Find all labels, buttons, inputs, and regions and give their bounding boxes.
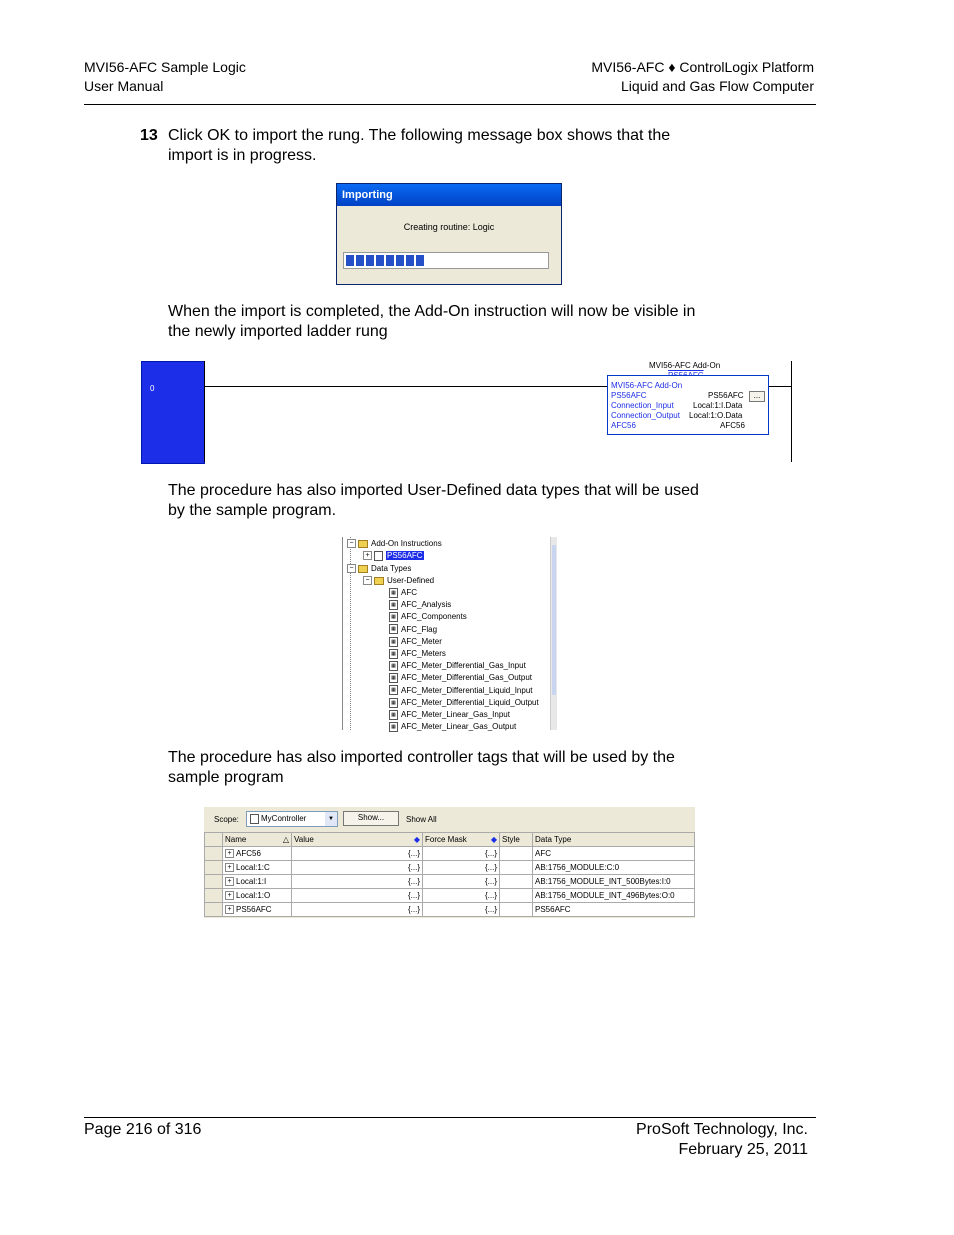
data-type-icon: ▦ [389, 600, 398, 610]
column-header-name[interactable] [223, 833, 292, 847]
progress-segment [376, 255, 384, 266]
tag-name-text: PS56AFC [236, 904, 272, 914]
expand-icon[interactable]: + [225, 905, 234, 914]
progress-segment [396, 255, 404, 266]
doc-title: MVI56-AFC Sample Logic [84, 59, 246, 75]
tag-data-type[interactable] [533, 847, 695, 861]
param-name: Connection_Input [611, 401, 674, 410]
dialog-message: Creating routine: Logic [403, 222, 495, 232]
tag-value-text: {...} [407, 849, 420, 858]
tag-name-text: Local:1:I [236, 876, 267, 886]
param-value: AFC56 [720, 421, 745, 430]
scrollbar-thumb[interactable] [552, 545, 556, 695]
scope-label: Scope: [214, 815, 239, 824]
expand-icon[interactable]: + [225, 863, 234, 872]
tree-scrollbar[interactable] [550, 537, 557, 730]
tree-item-label: AFC [401, 588, 417, 597]
tree-item-label: User-Defined [387, 576, 435, 585]
tag-data-type[interactable] [533, 861, 695, 875]
header-rule [84, 104, 816, 105]
para2-line2: the newly imported ladder rung [168, 323, 388, 340]
table-header-row [205, 833, 695, 847]
collapse-icon[interactable]: − [347, 539, 356, 548]
tag-value-text: {...} [407, 891, 420, 900]
step-text-line1: Click OK to import the rung. The following message box shows that the [168, 127, 671, 144]
tree-item-add-on-instructions[interactable] [347, 538, 442, 550]
para2-line1: When the import is completed, the Add-On instruction will now be visible in [168, 303, 696, 320]
data-type-icon: ▦ [389, 624, 398, 634]
column-header-label: Style [502, 835, 520, 844]
tag-data-type-text: AB:1756_MODULE_INT_500Bytes:I:0 [535, 877, 671, 886]
table-row[interactable] [205, 889, 695, 903]
tag-name[interactable] [223, 861, 292, 875]
data-type-icon: ▦ [389, 698, 398, 708]
company-name: ProSoft Technology, Inc. [636, 1121, 808, 1138]
sort-up-icon: △ [282, 835, 289, 844]
progress-segment [416, 255, 424, 266]
data-type-icon: ▦ [389, 722, 398, 732]
tag-name-text: Local:1:C [236, 862, 270, 872]
para3-line1: The procedure has also imported User-Defined data types that will be used [168, 482, 699, 499]
param-value: Local:1:I.Data [693, 401, 743, 410]
controller-organizer-tree [342, 537, 557, 730]
tree-item-label: PS56AFC [387, 551, 423, 560]
column-header-label: Name [225, 835, 247, 844]
tree-item-label: AFC_Meter_Linear_Gas_Input [401, 710, 510, 719]
tree-item-label: AFC_Meter_Differential_Liquid_Output [401, 697, 539, 707]
tree-item-data-type[interactable] [389, 721, 516, 733]
tag-force-mask[interactable] [423, 875, 500, 889]
tree-item-label: AFC_Meter [401, 636, 442, 646]
step-text-line2: import is in progress. [168, 147, 317, 164]
row-selector[interactable] [205, 875, 223, 889]
controller-icon [250, 814, 259, 824]
scope-value: MyController [261, 814, 307, 823]
table-row[interactable] [205, 903, 695, 917]
progress-bar [343, 252, 549, 269]
tree-item-user-defined[interactable] [363, 575, 434, 587]
controller-tags-window [204, 807, 695, 918]
folder-icon [358, 540, 368, 548]
dialog-title: Importing [337, 184, 561, 206]
tag-force-mask[interactable] [423, 861, 500, 875]
param-value: Local:1:O.Data [689, 411, 743, 420]
tag-data-type[interactable] [533, 903, 695, 917]
scope-select[interactable] [246, 811, 338, 827]
column-header-style[interactable] [500, 833, 533, 847]
tag-data-type[interactable] [533, 875, 695, 889]
import-dialog [336, 183, 562, 285]
progress-segment [386, 255, 394, 266]
tags-table [204, 832, 695, 917]
tag-style[interactable] [500, 847, 533, 861]
collapse-icon[interactable]: − [347, 564, 356, 573]
rung-wire-right [768, 386, 791, 387]
publish-date: February 25, 2011 [678, 1141, 808, 1158]
param-value: PS56AFC [708, 391, 744, 400]
rung-wire-left [205, 386, 607, 387]
left-power-rail [204, 361, 205, 462]
tag-value-text: {...} [407, 863, 420, 872]
tree-item-data-type[interactable] [389, 709, 510, 721]
param-name: AFC56 [611, 421, 636, 430]
product-subtitle: Liquid and Gas Flow Computer [621, 78, 814, 94]
tree-item-label: AFC_Meters [401, 649, 446, 658]
param-name: PS56AFC [611, 391, 647, 400]
tag-name[interactable] [223, 889, 292, 903]
tree-item-data-type[interactable] [389, 685, 532, 697]
row-selector[interactable] [205, 889, 223, 903]
tree-item-label: AFC_Meter_Differential_Gas_Input [401, 661, 526, 671]
column-header-label: Force Mask [425, 835, 467, 844]
progress-segment [406, 255, 414, 266]
tag-style[interactable] [500, 875, 533, 889]
tag-style[interactable] [500, 889, 533, 903]
tag-value[interactable] [292, 875, 423, 889]
tree-item-data-type[interactable] [389, 611, 467, 623]
para3-line2: by the sample program. [168, 502, 337, 519]
arrow-left-icon: ◆ [490, 835, 497, 844]
tag-force-mask-text: {...} [484, 849, 497, 858]
folder-icon [374, 577, 384, 585]
tree-item-label: AFC_Meter_Differential_Gas_Output [401, 673, 533, 683]
tree-item-ps56afc[interactable] [363, 550, 424, 562]
tag-force-mask[interactable] [423, 847, 500, 861]
table-row[interactable] [205, 847, 695, 861]
tag-name-text: Local:1:O [236, 890, 271, 900]
column-header-force-mask[interactable] [423, 833, 500, 847]
tag-data-type[interactable] [533, 889, 695, 903]
progress-segment [366, 255, 374, 266]
row-selector[interactable] [205, 861, 223, 875]
ellipsis-button[interactable]: ... [749, 391, 765, 402]
tree-item-data-type[interactable] [389, 587, 417, 599]
footer-rule [84, 1117, 816, 1118]
product-title: MVI56-AFC ♦ ControlLogix Platform [591, 59, 814, 75]
tag-data-type-text: PS56AFC [535, 905, 571, 914]
tag-style[interactable] [500, 903, 533, 917]
column-header-label: Value [294, 835, 314, 844]
tree-item-label: Add-On Instructions [371, 539, 442, 548]
column-header-label: Data Type [535, 835, 572, 844]
tree-item-label: AFC_Analysis [401, 600, 452, 610]
tree-item-label: Data Types [371, 564, 412, 573]
show-button[interactable]: Show... [343, 811, 399, 826]
tree-item-data-type[interactable] [389, 636, 442, 648]
row-selector[interactable] [205, 903, 223, 917]
row-selector[interactable] [205, 847, 223, 861]
step-text [168, 126, 670, 166]
table-row[interactable] [205, 875, 695, 889]
tree-item-label: AFC_Components [401, 612, 467, 622]
rung-selector[interactable] [141, 361, 205, 464]
tree-item-data-type[interactable] [389, 648, 446, 660]
expand-icon[interactable]: + [225, 891, 234, 900]
show-all-label: Show All [406, 815, 437, 824]
doc-subtitle: User Manual [84, 78, 164, 94]
param-name: Connection_Output [611, 411, 680, 420]
tree-item-data-type[interactable] [389, 672, 532, 684]
aoi-box-header: MVI56-AFC Add-On [611, 381, 683, 390]
tree-item-data-type[interactable] [389, 599, 451, 611]
tag-style[interactable] [500, 861, 533, 875]
column-header-value[interactable] [292, 833, 423, 847]
tag-data-type-text: AFC [535, 849, 551, 858]
tag-data-type-text: AB:1756_MODULE:C:0 [535, 863, 620, 872]
data-type-icon: ▦ [389, 673, 398, 683]
rung-number: 0 [150, 384, 155, 393]
tree-item-label: AFC_Flag [401, 624, 438, 634]
data-type-icon: ▦ [389, 637, 398, 647]
data-type-icon: ▦ [389, 588, 398, 598]
tag-force-mask-text: {...} [484, 877, 497, 886]
footer-right [636, 1120, 808, 1160]
tag-value[interactable] [292, 903, 423, 917]
tag-value[interactable] [292, 889, 423, 903]
table-row[interactable] [205, 861, 695, 875]
step-number: 13 [140, 127, 158, 144]
para4-line2: sample program [168, 769, 284, 786]
expand-icon[interactable]: + [225, 877, 234, 886]
tag-force-mask[interactable] [423, 889, 500, 903]
tag-value[interactable] [292, 847, 423, 861]
header-left [84, 58, 246, 96]
instruction-title: MVI56-AFC Add-On [649, 361, 721, 370]
tag-force-mask-text: {...} [484, 905, 497, 914]
para4-line1: The procedure has also imported controller tags that will be used by the [168, 749, 675, 766]
page-number: Page 216 of 316 [84, 1121, 202, 1138]
tag-name-text: AFC56 [236, 848, 261, 858]
column-header-data-type[interactable] [533, 833, 695, 847]
data-type-icon: ▦ [389, 710, 398, 720]
tag-name[interactable] [223, 875, 292, 889]
row-select-header [205, 833, 223, 847]
tag-value[interactable] [292, 861, 423, 875]
tag-name[interactable] [223, 903, 292, 917]
arrow-left-icon: ◆ [413, 835, 420, 844]
tree-item-data-type[interactable] [389, 660, 526, 672]
header-right [591, 58, 814, 96]
tag-force-mask-text: {...} [484, 863, 497, 872]
data-type-icon: ▦ [389, 649, 398, 659]
folder-icon [358, 565, 368, 573]
progress-segment [356, 255, 364, 266]
para-user-defined [168, 481, 699, 521]
add-on-instruction-block[interactable] [607, 375, 769, 435]
tree-item-label: AFC_Meter_Linear_Gas_Output [401, 722, 517, 732]
tag-value-text: {...} [407, 877, 420, 886]
data-type-icon: ▦ [389, 685, 398, 695]
progress-segment [346, 255, 354, 266]
tags-table-body [205, 847, 695, 917]
tag-name[interactable] [223, 847, 292, 861]
tag-data-type-text: AB:1756_MODULE_INT_496Bytes:O:0 [535, 891, 675, 900]
para-controller-tags [168, 748, 675, 788]
data-type-icon: ▦ [389, 661, 398, 671]
tag-force-mask-text: {...} [484, 891, 497, 900]
collapse-icon[interactable]: − [363, 576, 372, 585]
data-type-icon: ▦ [389, 612, 398, 622]
expand-icon[interactable]: + [363, 551, 372, 560]
right-power-rail [791, 361, 792, 462]
chevron-down-icon[interactable]: ▼ [325, 812, 337, 826]
tree-item-data-type[interactable] [389, 624, 437, 636]
tag-force-mask[interactable] [423, 903, 500, 917]
para-import-complete [168, 302, 695, 342]
expand-icon[interactable]: + [225, 849, 234, 858]
tree-item-data-type[interactable] [389, 697, 539, 709]
tag-value-text: {...} [407, 905, 420, 914]
instruction-icon [374, 551, 383, 561]
tree-item-data-types[interactable] [347, 563, 411, 575]
tree-item-label: AFC_Meter_Differential_Liquid_Input [401, 685, 533, 695]
